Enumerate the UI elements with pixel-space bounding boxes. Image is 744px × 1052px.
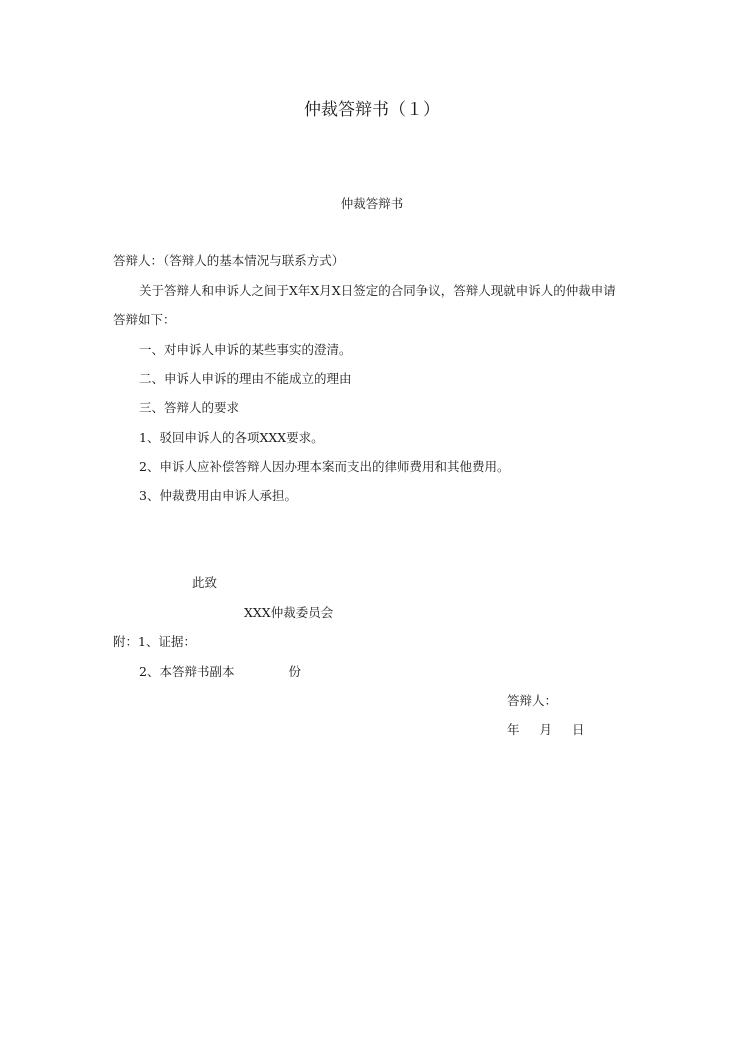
closing-salutation: 此致 [192, 575, 218, 590]
request-2: 2、申诉人应补偿答辩人因办理本案而支出的律师费用和其他费用。 [139, 459, 510, 474]
intro-line-1: 关于答辩人和申诉人之间于X年X月X日签定的合同争议，答辩人现就申诉人的仲裁申请 [139, 283, 616, 298]
respondent-line: 答辩人：（答辩人的基本情况与联系方式） [113, 253, 345, 268]
recipient: XXX仲裁委员会 [244, 605, 334, 620]
attachment-2-unit: 份 [288, 664, 301, 679]
date-line [507, 722, 584, 738]
point-2: 二、申诉人申诉的理由不能成立的理由 [139, 371, 352, 386]
request-1: 1、驳回申诉人的各项XXX要求。 [139, 430, 324, 445]
attachment-2 [139, 664, 301, 680]
attachment-2-label: 2、本答辩书副本 [139, 664, 235, 679]
point-1: 一、对申诉人申诉的某些事实的澄清。 [139, 342, 352, 357]
intro-line-2: 答辩如下： [113, 312, 176, 327]
document-subtitle: 仲裁答辩书 [340, 196, 404, 211]
document-title: 仲裁答辩书（１） [304, 100, 440, 120]
date-month: 月 [539, 722, 552, 737]
signature-label: 答辩人： [507, 693, 558, 708]
request-3: 3、仲裁费用由申诉人承担。 [139, 488, 297, 503]
date-year: 年 [507, 722, 520, 737]
date-day: 日 [571, 722, 585, 737]
attachment-1: 附：1、证据： [113, 634, 196, 649]
point-3: 三、答辩人的要求 [139, 400, 240, 415]
